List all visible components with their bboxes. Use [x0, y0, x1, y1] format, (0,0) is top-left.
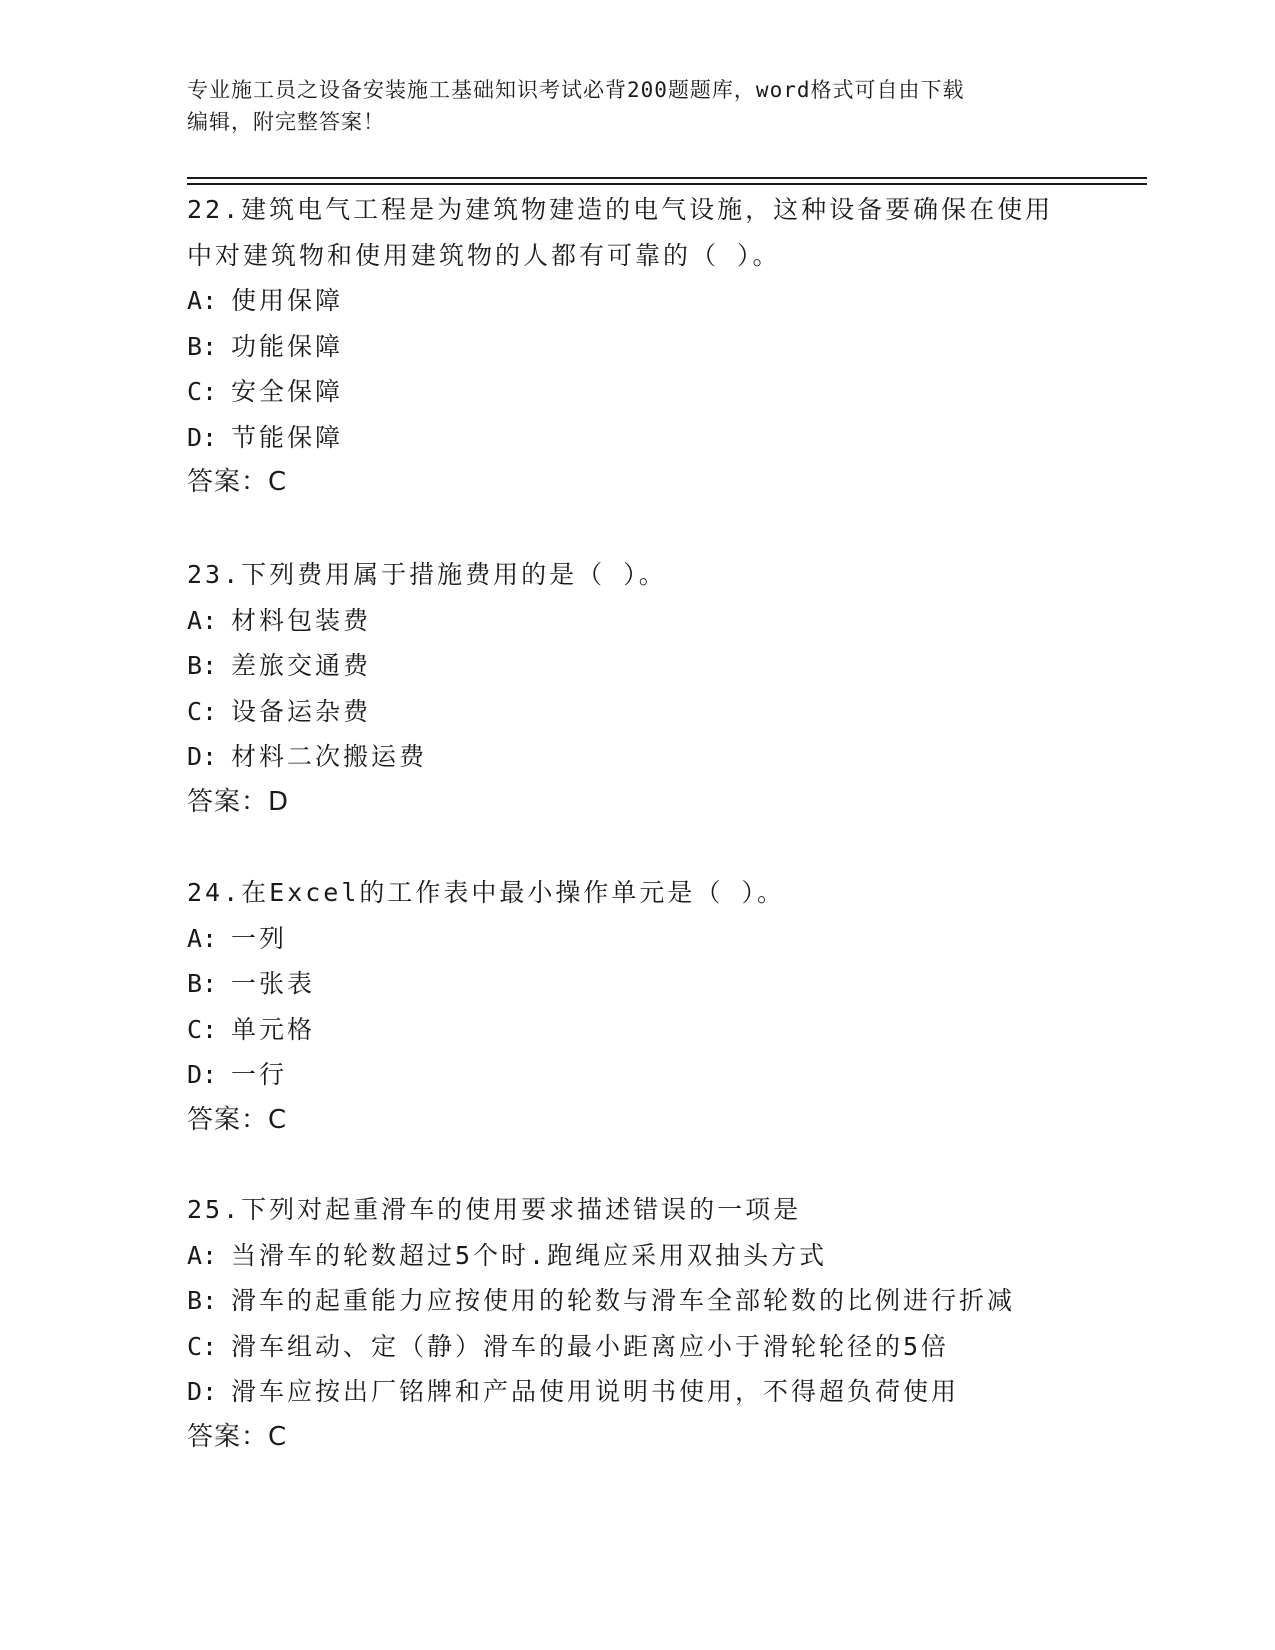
option-key: D:: [187, 1060, 218, 1089]
option-text: 材料包装费: [231, 605, 372, 635]
option-d: [187, 734, 1087, 780]
option-c: [187, 1007, 1087, 1053]
question-23: [187, 552, 1087, 825]
option-d: [187, 1052, 1087, 1098]
question-stem: 23.下列费用属于措施费用的是（ ）。: [187, 560, 667, 589]
option-b: [187, 1278, 1087, 1324]
question-stem: 25.下列对起重滑车的使用要求描述错误的一项是: [187, 1195, 802, 1224]
answer: 答案：C: [187, 1421, 288, 1452]
option-a: [187, 278, 1087, 324]
option-text: 滑车的起重能力应按使用的轮数与滑车全部轮数的比例进行折减: [231, 1286, 1016, 1315]
option-text: 单元格: [231, 1014, 316, 1044]
option-key: B:: [187, 969, 218, 998]
option-b: [187, 643, 1087, 689]
option-key: D:: [187, 742, 218, 771]
option-c: [187, 1324, 1087, 1370]
option-text: 滑车组动、定（静）滑车的最小距离应小于滑轮轮径的5倍: [231, 1331, 950, 1361]
question-stem: 24.在Excel的工作表中最小操作单元是（ ）。: [187, 878, 785, 907]
option-key: A:: [187, 923, 218, 953]
option-text: 一张表: [231, 969, 316, 998]
option-key: B:: [187, 331, 218, 361]
option-key: A:: [187, 1240, 218, 1270]
question-stem: 中对建筑物和使用建筑物的人都有可靠的（ ）。: [187, 240, 781, 270]
option-text: 滑车应按出厂铭牌和产品使用说明书使用，不得超负荷使用: [231, 1377, 960, 1406]
option-key: D:: [187, 1377, 218, 1406]
question-24: [187, 870, 1087, 1143]
question-stem: 22.建筑电气工程是为建筑物建造的电气设施，这种设备要确保在使用: [187, 195, 1054, 224]
option-key: C:: [187, 696, 218, 726]
option-text: 材料二次搬运费: [231, 742, 428, 771]
question-22: [187, 187, 1087, 506]
option-text: 当滑车的轮数超过5个时.跑绳应采用双抽头方式: [231, 1240, 828, 1270]
option-c: [187, 369, 1087, 415]
option-key: B:: [187, 1286, 218, 1315]
option-a: [187, 598, 1087, 644]
header-line-1: 专业施工员之设备安装施工基础知识考试必背200题题库，word格式可自由下载: [187, 78, 965, 102]
option-key: C:: [187, 1014, 218, 1044]
option-text: 节能保障: [231, 422, 344, 452]
option-d: [187, 1369, 1087, 1415]
option-c: [187, 689, 1087, 735]
option-key: D:: [187, 422, 218, 452]
answer: 答案：C: [187, 467, 288, 497]
header-divider-top: [187, 177, 1147, 179]
option-text: 功能保障: [231, 331, 344, 361]
header-divider-bottom: [187, 183, 1147, 185]
header-line-2: 编辑，附完整答案！: [187, 110, 385, 134]
option-d: [187, 415, 1087, 461]
option-text: 一行: [231, 1060, 288, 1089]
option-key: A:: [187, 605, 218, 635]
option-key: C:: [187, 377, 218, 406]
option-key: A:: [187, 286, 218, 315]
option-text: 使用保障: [231, 286, 344, 315]
option-text: 安全保障: [231, 377, 344, 406]
option-key: C:: [187, 1331, 218, 1361]
document-header: [187, 74, 1087, 138]
question-25: [187, 1187, 1087, 1460]
option-a: [187, 916, 1087, 962]
answer: 答案：C: [187, 1104, 288, 1135]
answer: 答案：D: [187, 786, 290, 817]
option-b: [187, 324, 1087, 370]
option-text: 一列: [231, 923, 288, 953]
option-a: [187, 1233, 1087, 1279]
option-text: 差旅交通费: [231, 651, 372, 680]
option-b: [187, 961, 1087, 1007]
option-text: 设备运杂费: [231, 696, 372, 726]
option-key: B:: [187, 651, 218, 680]
